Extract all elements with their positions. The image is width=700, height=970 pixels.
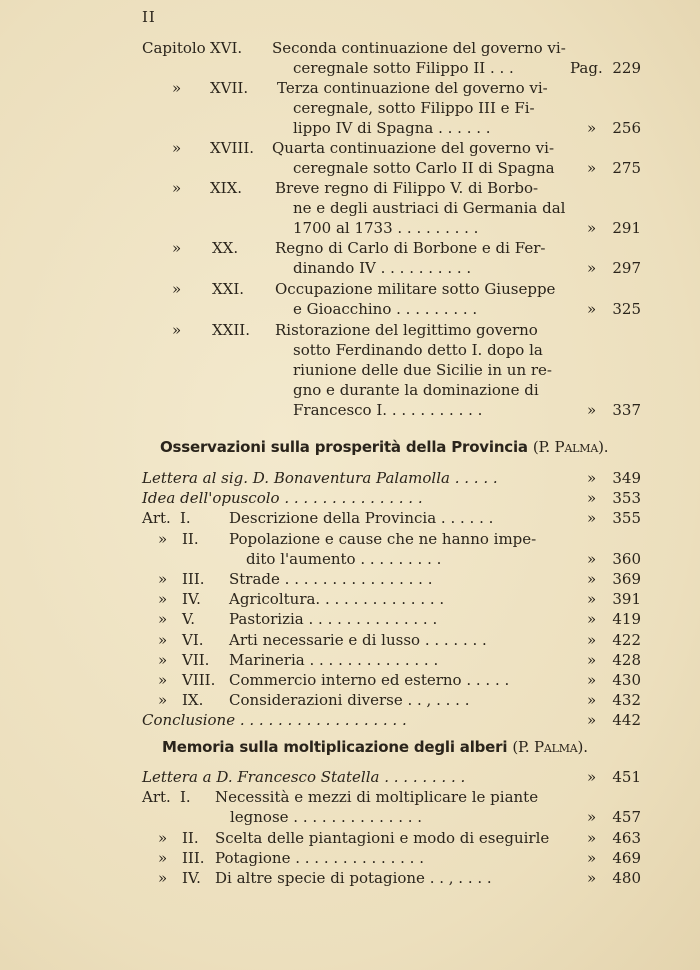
entry-prefix: » xyxy=(158,650,168,669)
entry-number: XVIII. xyxy=(210,139,255,157)
entry-text: dito l'aumento . . . . . . . . . xyxy=(246,549,442,568)
page-marker: » xyxy=(587,768,597,786)
entry-text: legnose . . . . . . . . . . . . . . xyxy=(230,808,423,827)
entry-text: Idea dell'opuscolo . . . . . . . . . . . . . . . xyxy=(142,489,423,508)
entry-number: IX. xyxy=(182,691,204,710)
entry-page: 291 xyxy=(612,219,641,237)
page-marker: » xyxy=(587,808,597,827)
entry-prefix: » xyxy=(158,570,168,588)
page-marker: » xyxy=(587,828,597,847)
entry-page: 353 xyxy=(612,489,641,508)
page-marker: Pag. xyxy=(570,59,603,77)
entry-page: 391 xyxy=(612,590,641,609)
entry-prefix: » xyxy=(158,529,168,548)
entry-page: 463 xyxy=(612,828,641,847)
entry-text: Agricoltura. . . . . . . . . . . . . . xyxy=(229,590,445,609)
entry-page: 480 xyxy=(612,869,641,887)
entry-text: Arti necessarie e di lusso . . . . . . . xyxy=(229,630,487,649)
entry-number: XXI. xyxy=(212,280,245,298)
entry-text: Pastorizia . . . . . . . . . . . . . . xyxy=(229,610,438,629)
entry-number: III. xyxy=(182,848,205,867)
entry-prefix: » xyxy=(158,590,168,609)
entry-text: Considerazioni diverse . . , . . . . xyxy=(229,691,470,710)
entry-text: Descrizione della Provincia . . . . . . xyxy=(229,509,494,528)
entry-page: 369 xyxy=(612,570,641,588)
entry-page: 360 xyxy=(612,549,641,568)
entry-page: 349 xyxy=(612,469,641,487)
entry-prefix: Art. xyxy=(142,788,171,807)
entry-text: Lettera al sig. D. Bonaventura Palamolla . . . . . xyxy=(142,469,498,487)
entry-text: ceregnale sotto Filippo II . . . xyxy=(293,59,514,77)
entry-page: 419 xyxy=(612,610,641,629)
entry-text: gno e durante la dominazione di xyxy=(293,381,539,399)
entry-prefix: » xyxy=(158,869,168,887)
page-marker: » xyxy=(587,489,597,508)
page-marker: » xyxy=(587,711,597,730)
entry-text: e Gioacchino . . . . . . . . . xyxy=(293,300,478,318)
entry-text: riunione delle due Sicilie in un re- xyxy=(293,361,552,379)
entry-prefix: » xyxy=(172,139,182,157)
page-marker: » xyxy=(587,549,597,568)
entry-number: XVII. xyxy=(210,79,249,97)
entry-number: XVI. xyxy=(210,39,243,57)
page-marker: » xyxy=(587,610,597,629)
section-title: Memoria sulla moltiplicazione degli alberi xyxy=(162,738,508,756)
section-author: (P. Palma). xyxy=(512,738,588,756)
entry-page: 355 xyxy=(612,509,641,528)
entry-number: V. xyxy=(182,610,195,629)
entry-page: 430 xyxy=(612,671,641,689)
entry-text: Necessità e mezzi di moltiplicare le piante xyxy=(215,788,539,807)
page-number: II xyxy=(142,8,156,26)
section-author: (P. Palma). xyxy=(532,438,609,456)
page-marker: » xyxy=(587,159,597,177)
entry-text: Regno di Carlo di Borbone e di Fer- xyxy=(275,239,546,257)
entry-text: Potagione . . . . . . . . . . . . . . xyxy=(215,848,424,867)
page-marker: » xyxy=(587,570,597,588)
entry-number: XX. xyxy=(212,239,239,257)
entry-prefix: » xyxy=(172,239,182,257)
page-marker: » xyxy=(587,691,597,710)
entry-page: 325 xyxy=(612,300,641,318)
entry-page: 275 xyxy=(612,159,641,177)
entry-text: Lettera a D. Francesco Statella . . . . . . . . . xyxy=(142,768,466,786)
page-marker: » xyxy=(587,848,597,867)
entry-text: ne e degli austriaci di Germania dal xyxy=(293,199,566,217)
entry-prefix: » xyxy=(172,280,182,298)
page-marker: » xyxy=(587,300,597,318)
entry-page: 432 xyxy=(612,691,641,710)
entry-number: VIII. xyxy=(182,671,216,689)
entry-text: 1700 al 1733 . . . . . . . . . xyxy=(293,219,479,237)
page-marker: » xyxy=(587,630,597,649)
entry-prefix: » xyxy=(158,610,168,629)
section-title: Osservazioni sulla prosperità della Provincia xyxy=(160,438,528,456)
page-marker: » xyxy=(587,869,597,887)
entry-number: II. xyxy=(182,529,199,548)
entry-text: Terza continuazione del governo vi- xyxy=(277,79,548,97)
entry-number: XIX. xyxy=(210,179,243,197)
entry-text: Marineria . . . . . . . . . . . . . . xyxy=(229,650,439,669)
entry-number: VI. xyxy=(182,630,204,649)
entry-text: Strade . . . . . . . . . . . . . . . . xyxy=(229,570,433,588)
entry-page: 337 xyxy=(612,401,641,419)
entry-page: 451 xyxy=(612,768,641,786)
entry-text: lippo IV di Spagna . . . . . . xyxy=(293,119,491,137)
entry-text: Breve regno di Filippo V. di Borbo- xyxy=(275,179,539,197)
entry-number: I. xyxy=(180,509,191,528)
page-marker: » xyxy=(587,509,597,528)
entry-text: dinando IV . . . . . . . . . . xyxy=(293,259,472,277)
entry-page: 428 xyxy=(612,650,641,669)
entry-prefix: » xyxy=(172,79,182,97)
page-marker: » xyxy=(587,219,597,237)
entry-page: 297 xyxy=(612,259,641,277)
entry-page: 469 xyxy=(612,848,641,867)
entry-text: Occupazione militare sotto Giuseppe xyxy=(275,280,556,298)
entry-page: 229 xyxy=(612,59,641,77)
entry-number: II. xyxy=(182,828,199,847)
entry-text: Ristorazione del legittimo governo xyxy=(275,321,538,339)
page-marker: » xyxy=(587,650,597,669)
entry-number: XXII. xyxy=(212,321,250,339)
entry-prefix: » xyxy=(158,828,168,847)
page-marker: » xyxy=(587,259,597,277)
entry-prefix: Art. xyxy=(142,509,171,528)
entry-prefix: » xyxy=(158,691,168,710)
entry-number: III. xyxy=(182,570,205,588)
section-heading xyxy=(162,738,588,756)
page-marker: » xyxy=(587,119,597,137)
entry-prefix: » xyxy=(158,848,168,867)
page-marker: » xyxy=(587,401,597,419)
entry-prefix: Capitolo xyxy=(142,39,206,57)
entry-page: 422 xyxy=(612,630,641,649)
entry-text: ceregnale, sotto Filippo III e Fi- xyxy=(293,99,535,117)
entry-text: ceregnale sotto Carlo II di Spagna xyxy=(293,159,555,177)
entry-prefix: » xyxy=(158,630,168,649)
entry-number: VII. xyxy=(182,650,210,669)
entry-text: Di altre specie di potagione . . , . . . . xyxy=(215,869,492,887)
entry-prefix: » xyxy=(172,321,182,339)
entry-page: 256 xyxy=(612,119,641,137)
page-marker: » xyxy=(587,590,597,609)
entry-page: 442 xyxy=(612,711,641,730)
entry-text: Scelta delle piantagioni e modo di eseguirle xyxy=(215,828,550,847)
entry-text: Francesco I. . . . . . . . . . . xyxy=(293,401,483,419)
entry-page: 457 xyxy=(612,808,641,827)
entry-prefix: » xyxy=(172,179,182,197)
entry-number: IV. xyxy=(182,869,201,887)
entry-text: Conclusione . . . . . . . . . . . . . . . . . . xyxy=(142,711,407,730)
section-heading xyxy=(160,438,608,456)
entry-text: Commercio interno ed esterno . . . . . xyxy=(229,671,510,689)
entry-number: I. xyxy=(180,788,191,807)
entry-text: Popolazione e cause che ne hanno impe- xyxy=(229,529,537,548)
entry-text: sotto Ferdinando detto I. dopo la xyxy=(293,341,543,359)
entry-number: IV. xyxy=(182,590,201,609)
entry-prefix: » xyxy=(158,671,168,689)
entry-text: Quarta continuazione del governo vi- xyxy=(272,139,555,157)
entry-text: Seconda continuazione del governo vi- xyxy=(272,39,566,57)
page-marker: » xyxy=(587,469,597,487)
page-marker: » xyxy=(587,671,597,689)
